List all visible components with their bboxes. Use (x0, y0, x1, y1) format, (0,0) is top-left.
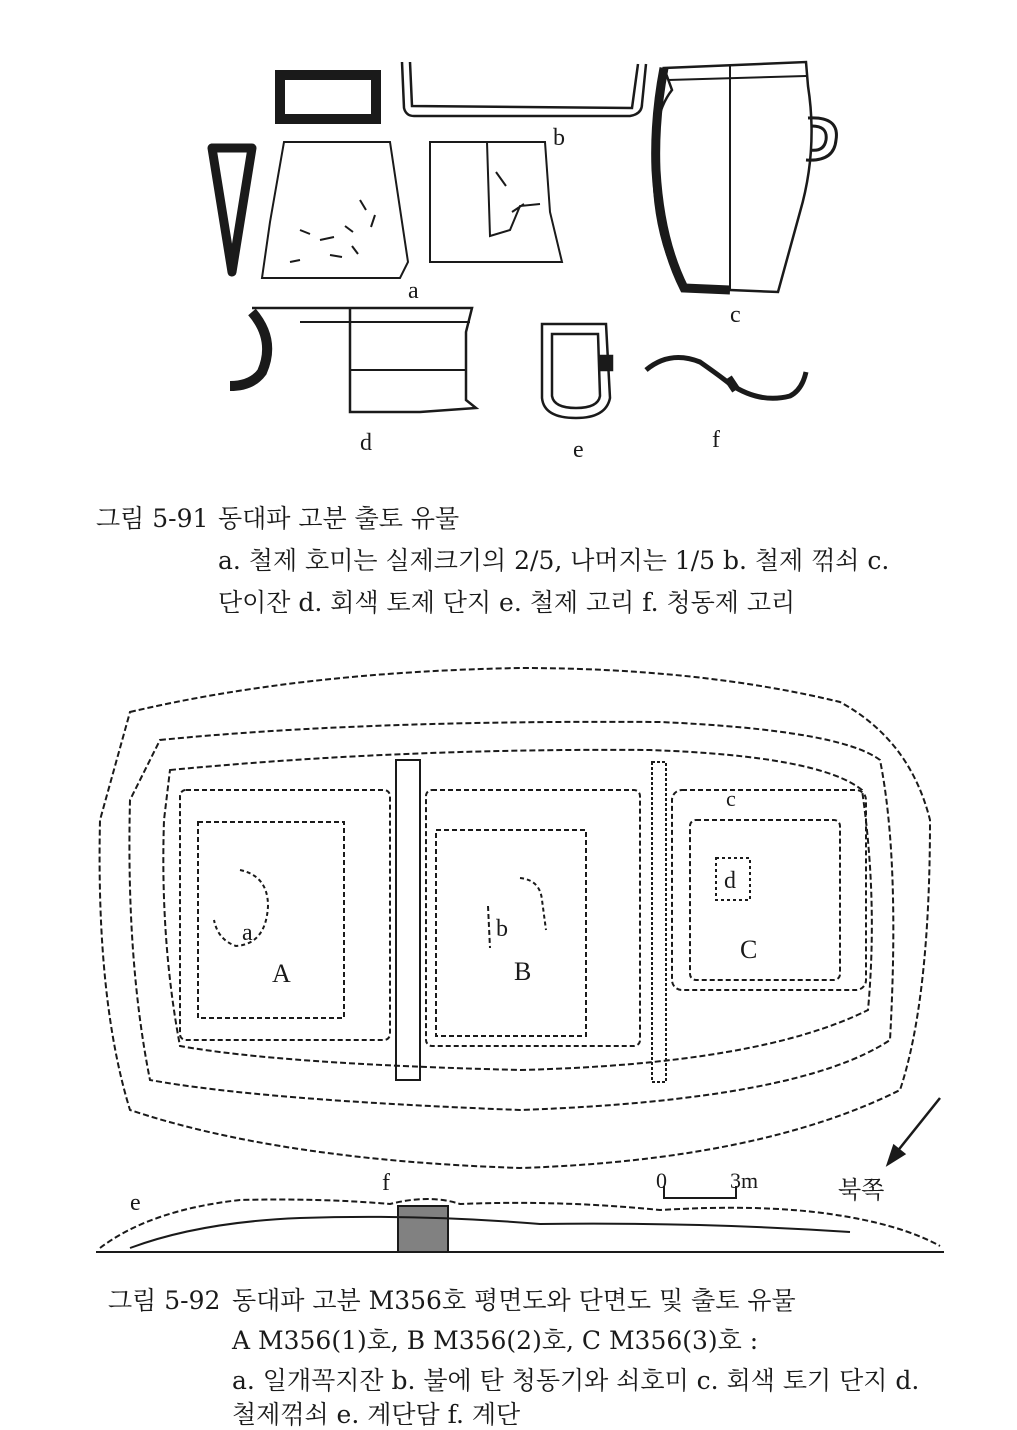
north-arrow-icon (888, 1098, 940, 1164)
caption-92-title: 동대파 고분 M356호 평면도와 단면도 및 출토 유물 (232, 1286, 796, 1315)
caption-92-line2: a. 일개꼭지잔 b. 불에 탄 청동기와 쇠호미 c. 회색 토기 단지 d. (232, 1366, 920, 1395)
terrace-wall-2 (163, 750, 872, 1070)
plan-label-A: A (272, 959, 291, 988)
scale-start: 0 (656, 1168, 667, 1193)
caption-92-line3: 철제꺾쇠 e. 계단담 f. 계단 (232, 1400, 521, 1429)
plan-label-a: a (242, 920, 253, 946)
section-label-f: f (382, 1170, 390, 1196)
plan-label-b: b (496, 916, 508, 942)
caption-figure-92 (0, 1280, 1017, 1430)
chamber-B (426, 790, 640, 1046)
label-f: f (712, 427, 720, 453)
plan-label-B: B (514, 957, 532, 986)
plan-label-c: c (726, 786, 736, 811)
label-a: a (408, 278, 419, 304)
label-e: e (573, 437, 584, 463)
scale-bar (664, 1186, 736, 1198)
plan-label-d: d (724, 868, 736, 894)
dividing-wall-AB (396, 760, 420, 1080)
caption-91-line1: a. 철제 호미는 실제크기의 2/5, 나머지는 1/5 b. 철제 꺾쇠 c. (218, 546, 890, 575)
scale-end: 3m (730, 1168, 759, 1193)
section-profile (96, 1199, 944, 1252)
dividing-wall-BC (652, 762, 666, 1082)
plan-label-C: C (740, 935, 758, 964)
outer-wall (100, 668, 930, 1168)
caption-91-line2: 단이잔 d. 회색 토제 단지 e. 철제 고리 f. 청동제 고리 (218, 588, 796, 617)
chamber-A (180, 790, 390, 1040)
north-label: 북쪽 (838, 1178, 885, 1204)
caption-92-line1: A M356(1)호, B M356(2)호, C M356(3)호 : (232, 1326, 759, 1355)
label-d: d (360, 430, 372, 456)
chamber-C (672, 790, 866, 990)
caption-91-number: 그림 5-91 (96, 504, 209, 533)
label-c: c (730, 302, 741, 328)
caption-92-number: 그림 5-92 (108, 1286, 221, 1315)
caption-91-title: 동대파 고분 출토 유물 (218, 504, 460, 533)
section-label-e: e (130, 1190, 141, 1216)
terrace-wall-1 (129, 722, 893, 1110)
label-b: b (553, 125, 565, 151)
